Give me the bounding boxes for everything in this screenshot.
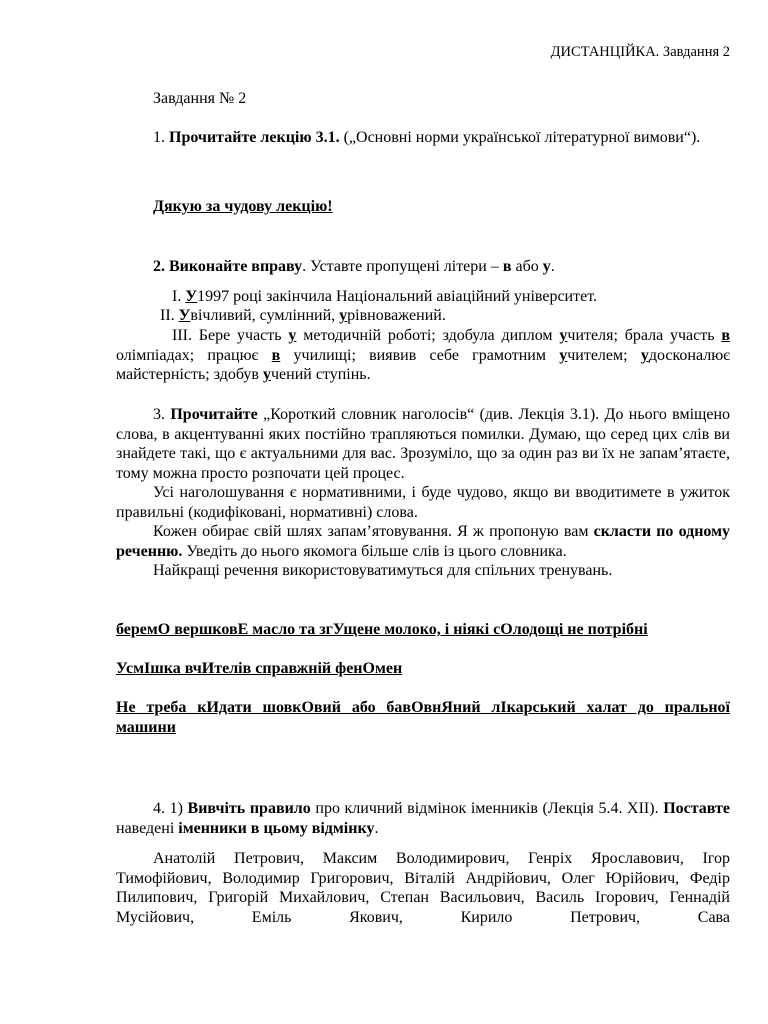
exercise-text: олімпіадах; працює xyxy=(116,346,272,364)
exercise-text: училищі; виявив себе грамотним xyxy=(280,346,560,364)
task-3-instruction: Прочитайте xyxy=(170,406,258,423)
task-1 xyxy=(116,128,730,148)
task-2-or: або xyxy=(511,258,543,275)
inserted-letter: у xyxy=(262,366,271,383)
task-3-paragraph-3 xyxy=(116,522,730,561)
task-4-text: . xyxy=(374,819,379,837)
exercise-number: I. xyxy=(172,288,186,305)
task-4-text: про кличний відмінок іменників (Лекція 5.4. XII). xyxy=(310,800,664,817)
inserted-letter: в xyxy=(271,346,281,364)
task-2-text: . Уставте пропущені літери – xyxy=(302,258,503,275)
inserted-letter: у xyxy=(288,327,297,344)
exercise-text: чителя; брала участь xyxy=(567,327,722,344)
task-3-text: Уведіть до нього якомога більше слів із цього словника. xyxy=(182,542,567,560)
answer-sentence-1: беремО вершковЕ масло та згУщене молоко, і ніякі сОлодощі не потрібні xyxy=(116,621,648,638)
task-3-number: 3. xyxy=(153,406,171,423)
task-4-instruction: Вивчіть правило xyxy=(187,800,311,817)
exercise-text: досконалює майстерність; здобув xyxy=(116,346,731,383)
task-3-paragraph-4: Найкращі речення використовуватимуться для спільних тренувань. xyxy=(153,562,613,579)
thanks-note: Дякую за чудову лекцію! xyxy=(153,198,333,215)
inserted-letter: у xyxy=(339,307,348,324)
exercise-text: 1997 році закінчила Національний авіаційний університет. xyxy=(197,288,597,305)
answer-sentence-3: Не треба кИдати шовкОвий або бавОвнЯний лІкарський халат до пральної машини xyxy=(116,699,730,736)
task-1-instruction: Прочитайте лекцію 3.1. xyxy=(169,129,340,146)
exercise-text: методичній роботі; здобула диплом xyxy=(296,327,560,344)
task-4-instruction: іменники в цьому відмінку xyxy=(178,819,375,837)
task-3-text: Кожен обирає свій шлях запам’ятовування. Я ж пропоную вам xyxy=(153,523,594,540)
exercise-item-2 xyxy=(116,306,768,326)
task-4 xyxy=(116,799,730,838)
exercise-text: вічливий, сумлінний, xyxy=(190,307,340,324)
task-4-text: наведені xyxy=(116,819,179,837)
task-3 xyxy=(116,405,730,581)
page-header: ДИСТАНЦІЙКА. Завдання 2 xyxy=(550,44,730,60)
task-2-instruction: 2. Виконайте вправу xyxy=(153,258,303,275)
task-4-names-list: Анатолій Петрович, Максим Володимирович, Генріх Ярославович, Ігор Тимофійович, Володимир Григорович, Віталій Андрійович, Олег Юрійович, Федір Пилипович, Григорій Михайлович, Степан Васильович, Василь Ігорович, Геннадій Мусійович, Еміль Якович, Кирило Петрович, Сава xyxy=(116,850,730,926)
exercise-number: II. xyxy=(160,307,179,324)
inserted-letter: в xyxy=(721,327,731,344)
inserted-letter: У xyxy=(178,307,191,324)
inserted-letter: У xyxy=(185,288,198,305)
exercise-item-1 xyxy=(116,287,768,307)
task-3-paragraph-2: Усі наголошування є нормативними, і буде чудово, якщо ви вводитимете в ужиток правильні (кодифіковані, нормативні) слова. xyxy=(116,484,730,521)
task-1-number: 1. xyxy=(153,129,169,146)
answer-sentence-2: УсмІшка вчИтелів справжній фенОмен xyxy=(116,660,403,677)
task-3-text: „Короткий словник наголосів“ (див. Лекція 3.1). До нього вміщено слова, в акцентуванні яких постійно трапляються помилки. Думаю, що серед цих слів ви знайдете такі, що є актуальними для вас. Зрозуміло, що за один раз ви їх не запам’ятаєте, тому можна просто розпочати цей процес. xyxy=(116,406,730,482)
exercise-text: III. Бере участь xyxy=(172,327,289,344)
inserted-letter: у xyxy=(559,327,568,344)
task-4-number: 4. 1) xyxy=(153,800,188,817)
exercise-text: чений ступінь. xyxy=(270,366,371,383)
letter-v: в xyxy=(502,258,512,275)
inserted-letter: у xyxy=(559,346,568,364)
task-3-instruction: скласти по одному реченню. xyxy=(116,523,731,560)
exercise-text: чителем; xyxy=(567,346,641,364)
document-title: Завдання № 2 xyxy=(153,90,247,107)
letter-u: у xyxy=(542,258,551,275)
task-3-paragraph-1 xyxy=(116,405,730,483)
task-2 xyxy=(116,257,730,277)
task-2-end: . xyxy=(550,258,555,275)
task-4-instruction: Поставте xyxy=(663,800,730,817)
task-1-text: („Основні норми української літературної вимови“). xyxy=(339,129,701,146)
inserted-letter: у xyxy=(640,346,649,364)
exercise-text: рівноважений. xyxy=(347,307,446,324)
exercise-item-3 xyxy=(116,326,730,385)
